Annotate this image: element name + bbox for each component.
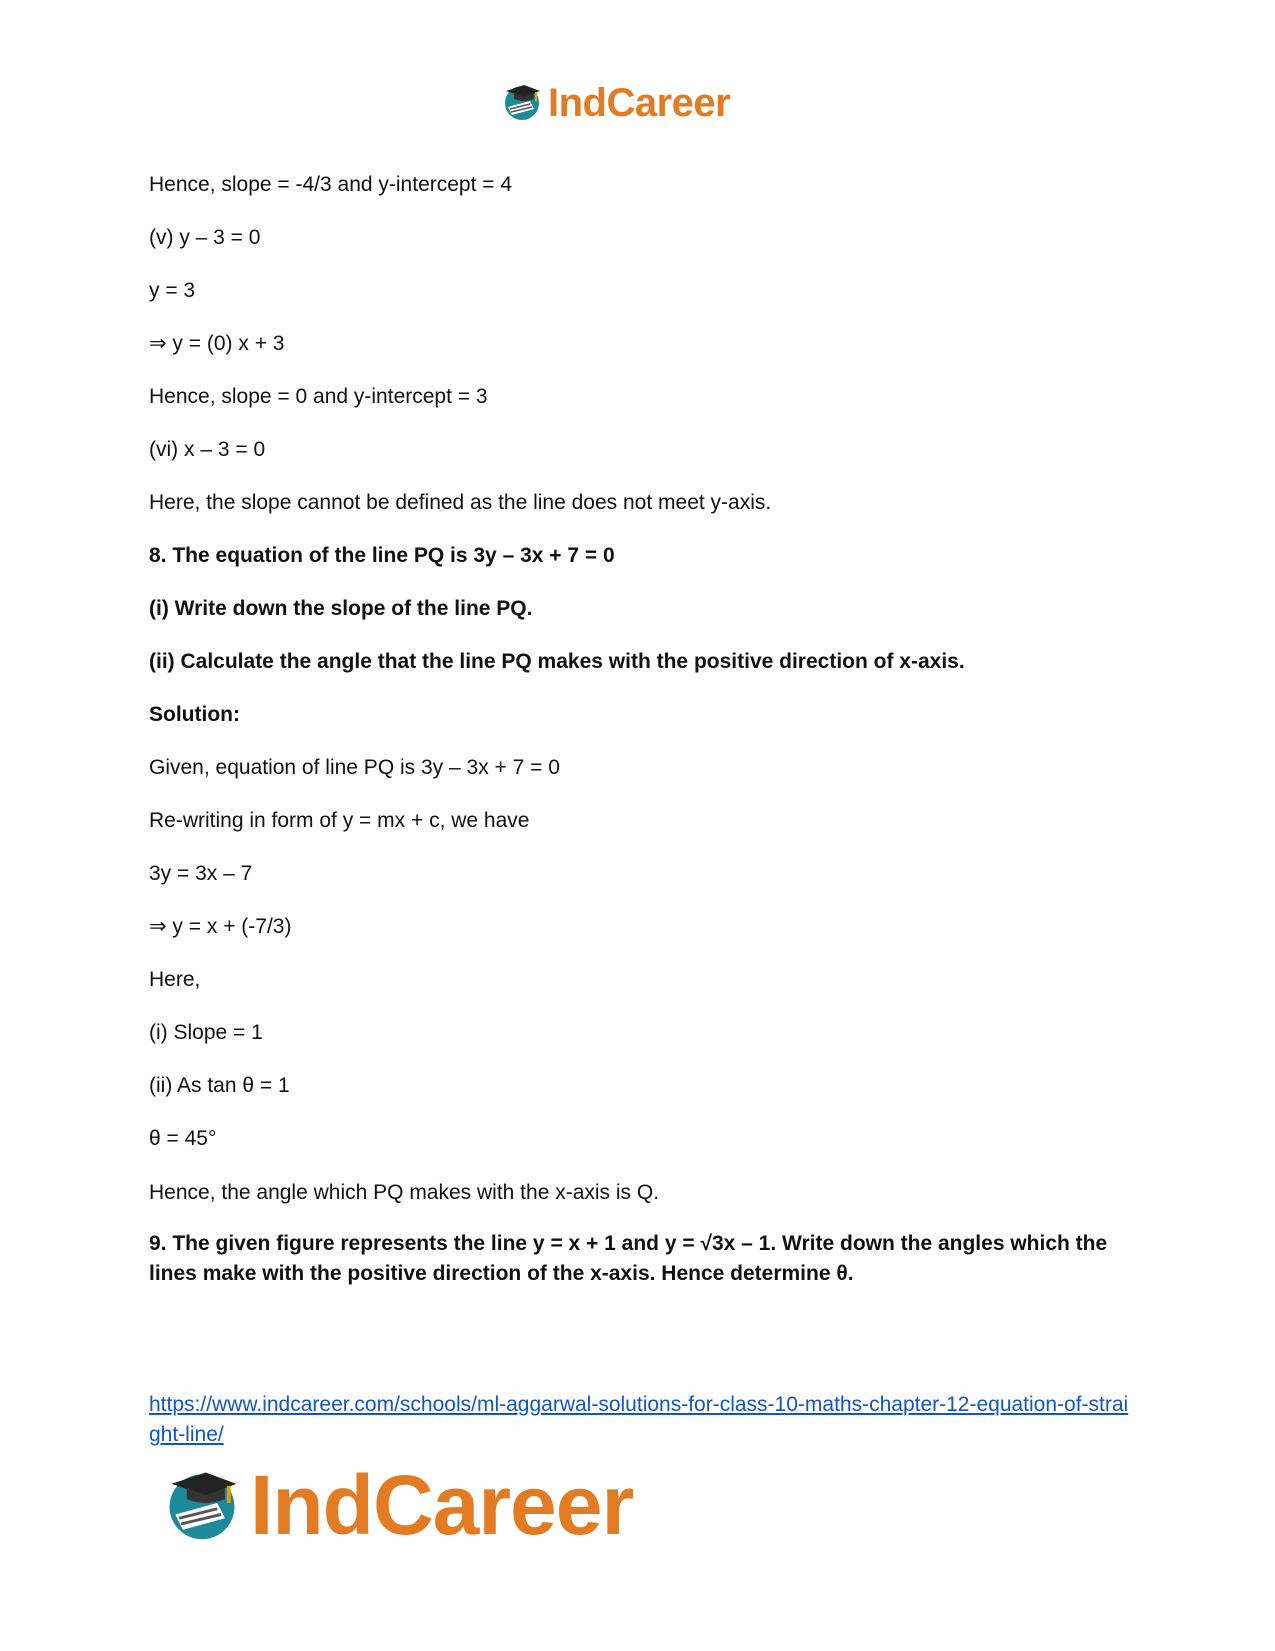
text-line: Hence, slope = 0 and y-intercept = 3 [149, 385, 488, 408]
header-logo [500, 78, 730, 128]
text-line: ⇒ y = x + (-7/3) [149, 915, 292, 938]
text-line: Here, the slope cannot be defined as the line does not meet y-axis. [149, 491, 772, 514]
text-line: ⇒ y = (0) x + 3 [149, 332, 285, 355]
question-heading: 9. The given figure represents the line y = x + 1 and y = √3x – 1. Write down the angles which the lines make with the positive direction of the x-axis. Hence determine θ. [149, 1232, 1108, 1285]
source-link[interactable]: https://www.indcareer.com/schools/ml-aggarwal-solutions-for-class-10-maths-chapter-12-equation-of-straight-line/ [149, 1393, 1129, 1446]
text-line: Hence, the angle which PQ makes with the x-axis is Q. [149, 1181, 660, 1204]
footer-logo [160, 1460, 633, 1550]
brand-name: IndCareer [250, 1458, 634, 1552]
text-line: (ii) As tan θ = 1 [149, 1074, 290, 1097]
graduation-book-icon [500, 79, 544, 128]
text-line: θ = 45° [149, 1127, 217, 1150]
text-line: (vi) x – 3 = 0 [149, 438, 266, 461]
text-line: Here, [149, 968, 201, 991]
question-part: (i) Write down the slope of the line PQ. [149, 597, 533, 620]
brand-name: IndCareer [548, 81, 731, 125]
question-heading: 8. The equation of the line PQ is 3y – 3x + 7 = 0 [149, 544, 615, 567]
text-line: Given, equation of line PQ is 3y – 3x + 7 = 0 [149, 756, 560, 779]
solution-heading: Solution: [149, 703, 240, 726]
text-line: 3y = 3x – 7 [149, 862, 253, 885]
text-line: (i) Slope = 1 [149, 1021, 263, 1044]
text-line: (v) y – 3 = 0 [149, 226, 261, 249]
graduation-book-icon [160, 1461, 244, 1550]
question-part: (ii) Calculate the angle that the line PQ makes with the positive direction of x-axis. [149, 650, 965, 673]
text-line: Re-writing in form of y = mx + c, we have [149, 809, 530, 832]
text-line: Hence, slope = -4/3 and y-intercept = 4 [149, 173, 513, 196]
text-line: y = 3 [149, 279, 196, 302]
